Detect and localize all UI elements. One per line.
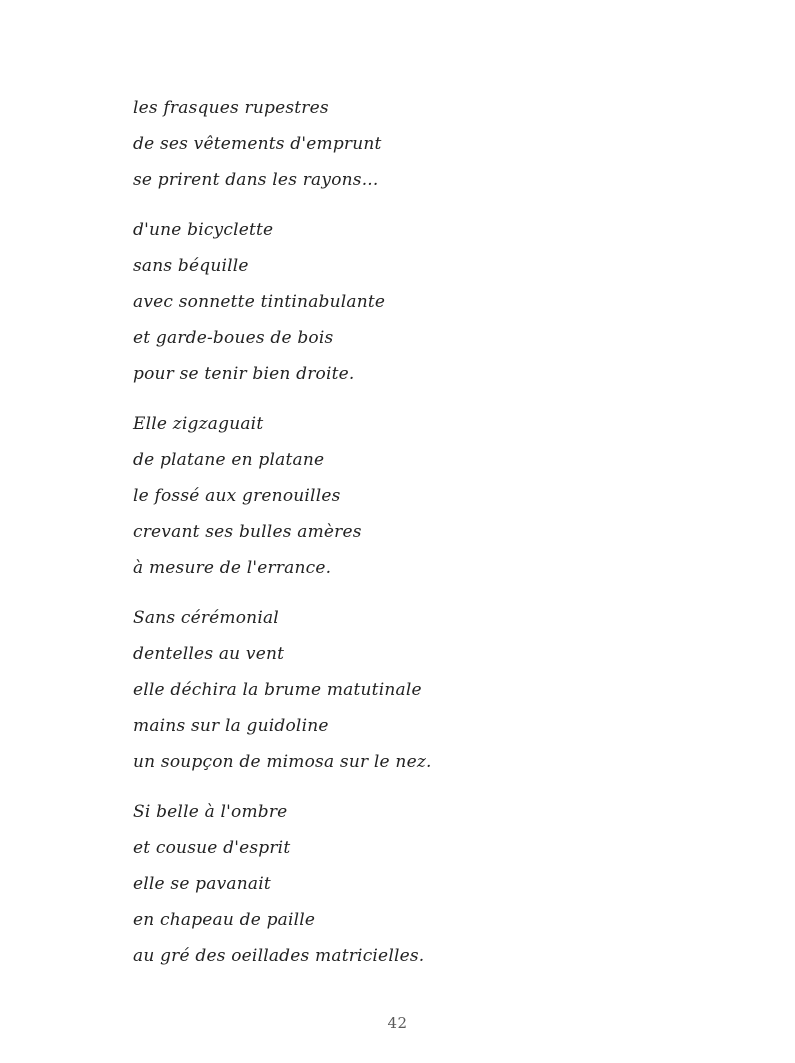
poem-line: à mesure de l'errance. <box>133 558 332 578</box>
poem-line: sans béquille <box>133 256 249 276</box>
poem-line: les frasques rupestres <box>133 98 329 118</box>
poem-line: mains sur la guidoline <box>133 716 329 736</box>
stanza <box>133 212 432 392</box>
poem-line: elle se pavanait <box>133 874 271 894</box>
poem-line: le fossé aux grenouilles <box>133 486 341 506</box>
poem-line: d'une bicyclette <box>133 220 274 240</box>
poem-line: pour se tenir bien droite. <box>133 364 355 384</box>
stanza <box>133 406 432 586</box>
poem-line: se prirent dans les rayons... <box>133 170 379 190</box>
poem-line: avec sonnette tintinabulante <box>133 292 386 312</box>
poem-line: Elle zigzaguait <box>133 414 264 434</box>
stanza <box>133 90 432 198</box>
poem-line: crevant ses bulles amères <box>133 522 362 542</box>
poem-line: Si belle à l'ombre <box>133 802 288 822</box>
page-number: 42 <box>387 1014 408 1032</box>
poem-body <box>133 90 432 988</box>
poem-line: et cousue d'esprit <box>133 838 291 858</box>
poem-line: en chapeau de paille <box>133 910 316 930</box>
poem-line: de ses vêtements d'emprunt <box>133 134 382 154</box>
poem-line: de platane en platane <box>133 450 325 470</box>
poem-line: un soupçon de mimosa sur le nez. <box>133 752 432 772</box>
stanza <box>133 794 432 974</box>
stanza <box>133 600 432 780</box>
poem-line: Sans cérémonial <box>133 608 279 628</box>
poem-line: elle déchira la brume matutinale <box>133 680 422 700</box>
poem-line: et garde-boues de bois <box>133 328 334 348</box>
poem-line: dentelles au vent <box>133 644 285 664</box>
poem-line: au gré des oeillades matricielles. <box>133 946 425 966</box>
